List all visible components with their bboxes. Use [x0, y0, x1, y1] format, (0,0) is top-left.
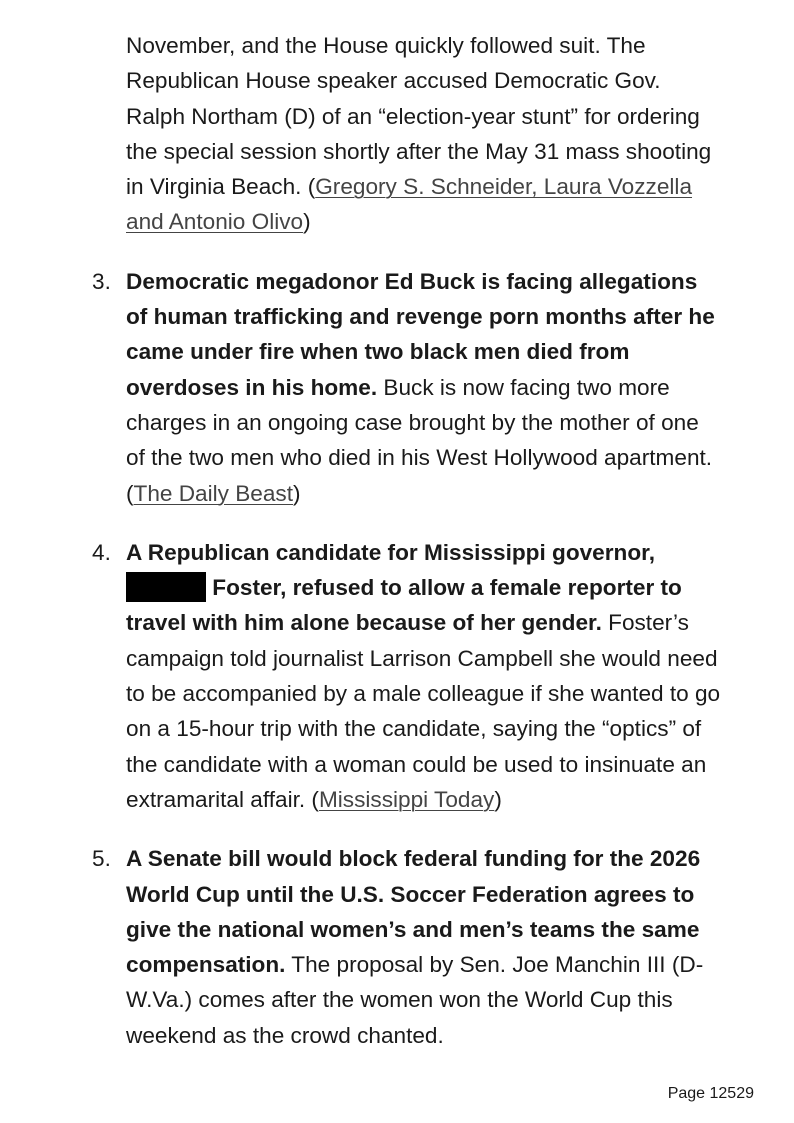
item-close: ) — [494, 786, 502, 812]
item-close: ) — [293, 480, 301, 506]
intro-text: November, and the House quickly followed suit. The Republican House speaker accused Democratic Gov. Ralph Northam (D) of an “election-year stunt” for ordering the special session shortly after the May 31 mass shooting in Virginia Beach. ( — [126, 33, 712, 200]
item-headline: A Senate bill would block federal funding for the 2026 World Cup until the U.S. Soccer Federation agrees to give the national women’s and men’s teams the same compensation. — [126, 846, 701, 978]
list-item-4 — [92, 535, 722, 817]
item-body: Foster’s campaign told journalist Larrison Campbell she would need to be accompanied by a male colleague if she wanted to go on a 15-hour trip with the candidate, saying the “optics” of the candidate with a woman could be used to insinuate an extramarital affair. ( — [126, 610, 721, 812]
item-headline-part-2: Foster, refused to allow a female reporter to travel with him alone because of her gender. — [126, 575, 682, 636]
list-number: 4. — [92, 539, 111, 565]
list-item-5 — [92, 841, 722, 1053]
redaction-block — [126, 572, 206, 602]
item-headline-part-1: A Republican candidate for Mississippi governor, — [126, 539, 655, 565]
list-number: 5. — [92, 846, 111, 872]
intro-close: ) — [303, 209, 311, 235]
list-item-3 — [92, 264, 722, 511]
source-link-daily-beast[interactable]: The Daily Beast — [133, 480, 294, 506]
item-body: Buck is now facing two more charges in an ongoing case brought by the mother of one of the two men who died in his West Hollywood apartment. ( — [126, 374, 713, 506]
list-number: 3. — [92, 268, 111, 294]
item-body: The proposal by Sen. Joe Manchin III (D-W.Va.) comes after the women won the World Cup this weekend as the crowd chanted. — [126, 952, 704, 1048]
source-link-mississippi-today[interactable]: Mississippi Today — [318, 786, 495, 812]
source-link-washington-post[interactable]: Gregory S. Schneider, Laura Vozzella and Antonio Olivo — [126, 174, 693, 235]
page-number: Page 12529 — [667, 1085, 754, 1102]
intro-paragraph — [126, 28, 722, 240]
article-body — [92, 28, 722, 1053]
item-headline: Democratic megadonor Ed Buck is facing allegations of human trafficking and revenge porn months after he came under fire when two black men died from overdoses in his home. — [126, 268, 715, 400]
